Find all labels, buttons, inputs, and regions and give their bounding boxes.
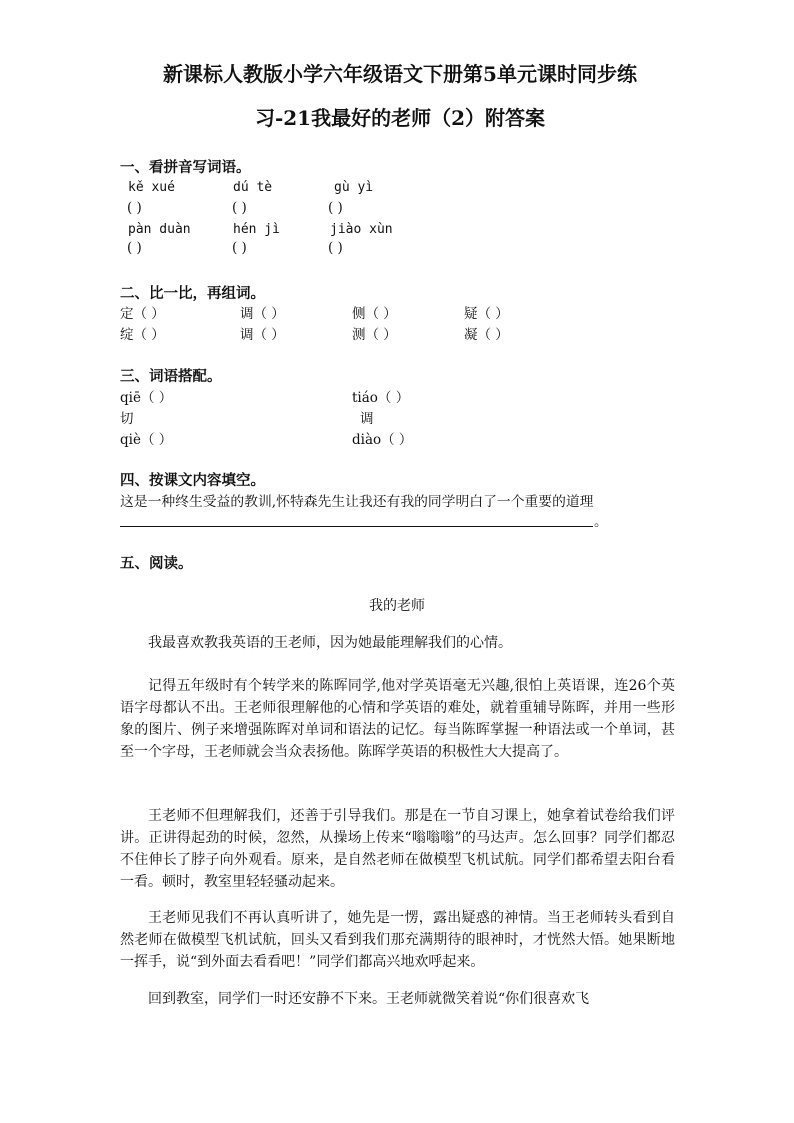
- qie1-blank[interactable]: qiē（ ）: [120, 390, 173, 406]
- pinyin-5: hén jì: [233, 222, 280, 237]
- section-5-heading: 五、阅读。: [120, 555, 193, 572]
- fill-in-answer-line[interactable]: [120, 526, 593, 527]
- answer-blank-6[interactable]: ( ): [328, 240, 343, 256]
- compare-word-1[interactable]: 定（ ）: [120, 306, 165, 322]
- compare-word-4[interactable]: 疑（ ）: [464, 306, 509, 322]
- pinyin-1: kě xué: [128, 180, 175, 195]
- passage-title: 我的老师: [369, 598, 425, 614]
- section-4-heading: 四、按课文内容填空。: [120, 472, 265, 489]
- pinyin-3: gù yì: [334, 180, 374, 195]
- compare-word-3[interactable]: 侧（ ）: [352, 306, 397, 322]
- qie4-blank[interactable]: qiè（ ）: [120, 432, 173, 448]
- tiao-blank[interactable]: tiáo（ ）: [352, 390, 410, 406]
- pinyin-6: jiào xùn: [330, 222, 393, 237]
- page-title-line-2: 习-21我最好的老师（2）附答案: [254, 106, 546, 130]
- diao-blank[interactable]: diào（ ）: [352, 432, 413, 448]
- pinyin-2: dú tè: [233, 180, 273, 195]
- answer-blank-1[interactable]: ( ): [127, 200, 142, 216]
- passage-paragraph-4: 王老师见我们不再认真听讲了，她先是一愣，露出疑惑的神情。当王老师转头看到自然老师在做模型飞机试航，回头又看到我们那充满期待的眼神时，才恍然大悟。她果断地一挥手，说“到外面去看看吧！”同学们都高兴地欢呼起来。: [120, 910, 675, 970]
- section-1-heading: 一、看拼音写词语。: [120, 159, 251, 176]
- compare-word-6[interactable]: 调（ ）: [240, 327, 285, 343]
- section-3-heading: 三、词语搭配。: [120, 368, 222, 385]
- answer-blank-5[interactable]: ( ): [232, 240, 247, 256]
- compare-word-2[interactable]: 调（ ）: [240, 306, 285, 322]
- compare-word-5[interactable]: 绽（ ）: [120, 327, 165, 343]
- qie-char: 切: [120, 411, 134, 427]
- fill-in-end-mark: 。: [594, 514, 608, 530]
- answer-blank-4[interactable]: ( ): [127, 240, 142, 256]
- answer-blank-3[interactable]: ( ): [328, 200, 343, 216]
- compare-word-8[interactable]: 凝（ ）: [464, 327, 509, 343]
- passage-paragraph-2: 记得五年级时有个转学来的陈晖同学,他对学英语毫无兴趣,很怕上英语课，连26个英语字母都认不出。王老师很理解他的心情和学英语的难处，就着重辅导陈晖，并用一些形象的图片、例子来增强陈晖对单词和语法的记忆。每当陈晖掌握一种语法或一个单词，甚至一个字母，王老师就会当众表扬他。陈晖学英语的积极性大大提高了。: [120, 678, 675, 760]
- answer-blank-2[interactable]: ( ): [232, 200, 247, 216]
- tiao-char: 调: [360, 411, 374, 427]
- page-title-line-1: 新课标人教版小学六年级语文下册第5单元课时同步练: [163, 62, 637, 86]
- passage-paragraph-5: 回到教室，同学们一时还安静不下来。王老师就微笑着说“你们很喜欢飞: [148, 991, 590, 1007]
- passage-paragraph-1: 我最喜欢教我英语的王老师，因为她最能理解我们的心情。: [148, 635, 512, 651]
- pinyin-4: pàn duàn: [128, 222, 191, 237]
- compare-word-7[interactable]: 测（ ）: [352, 327, 397, 343]
- section-2-heading: 二、比一比，再组词。: [120, 285, 265, 302]
- fill-in-sentence: 这是一种终生受益的教训,怀特森先生让我还有我的同学明白了一个重要的道理: [120, 494, 594, 510]
- passage-paragraph-3: 王老师不但理解我们，还善于引导我们。那是在一节自习课上，她拿着试卷给我们评讲。正讲得起劲的时候，忽然，从操场上传来“嗡嗡嗡”的马达声。怎么回事？同学们都忍不住伸长了脖子向外观看。原来，是自然老师在做模型飞机试航。同学们都希望去阳台看一看。顿时，教室里轻轻骚动起来。: [120, 808, 675, 890]
